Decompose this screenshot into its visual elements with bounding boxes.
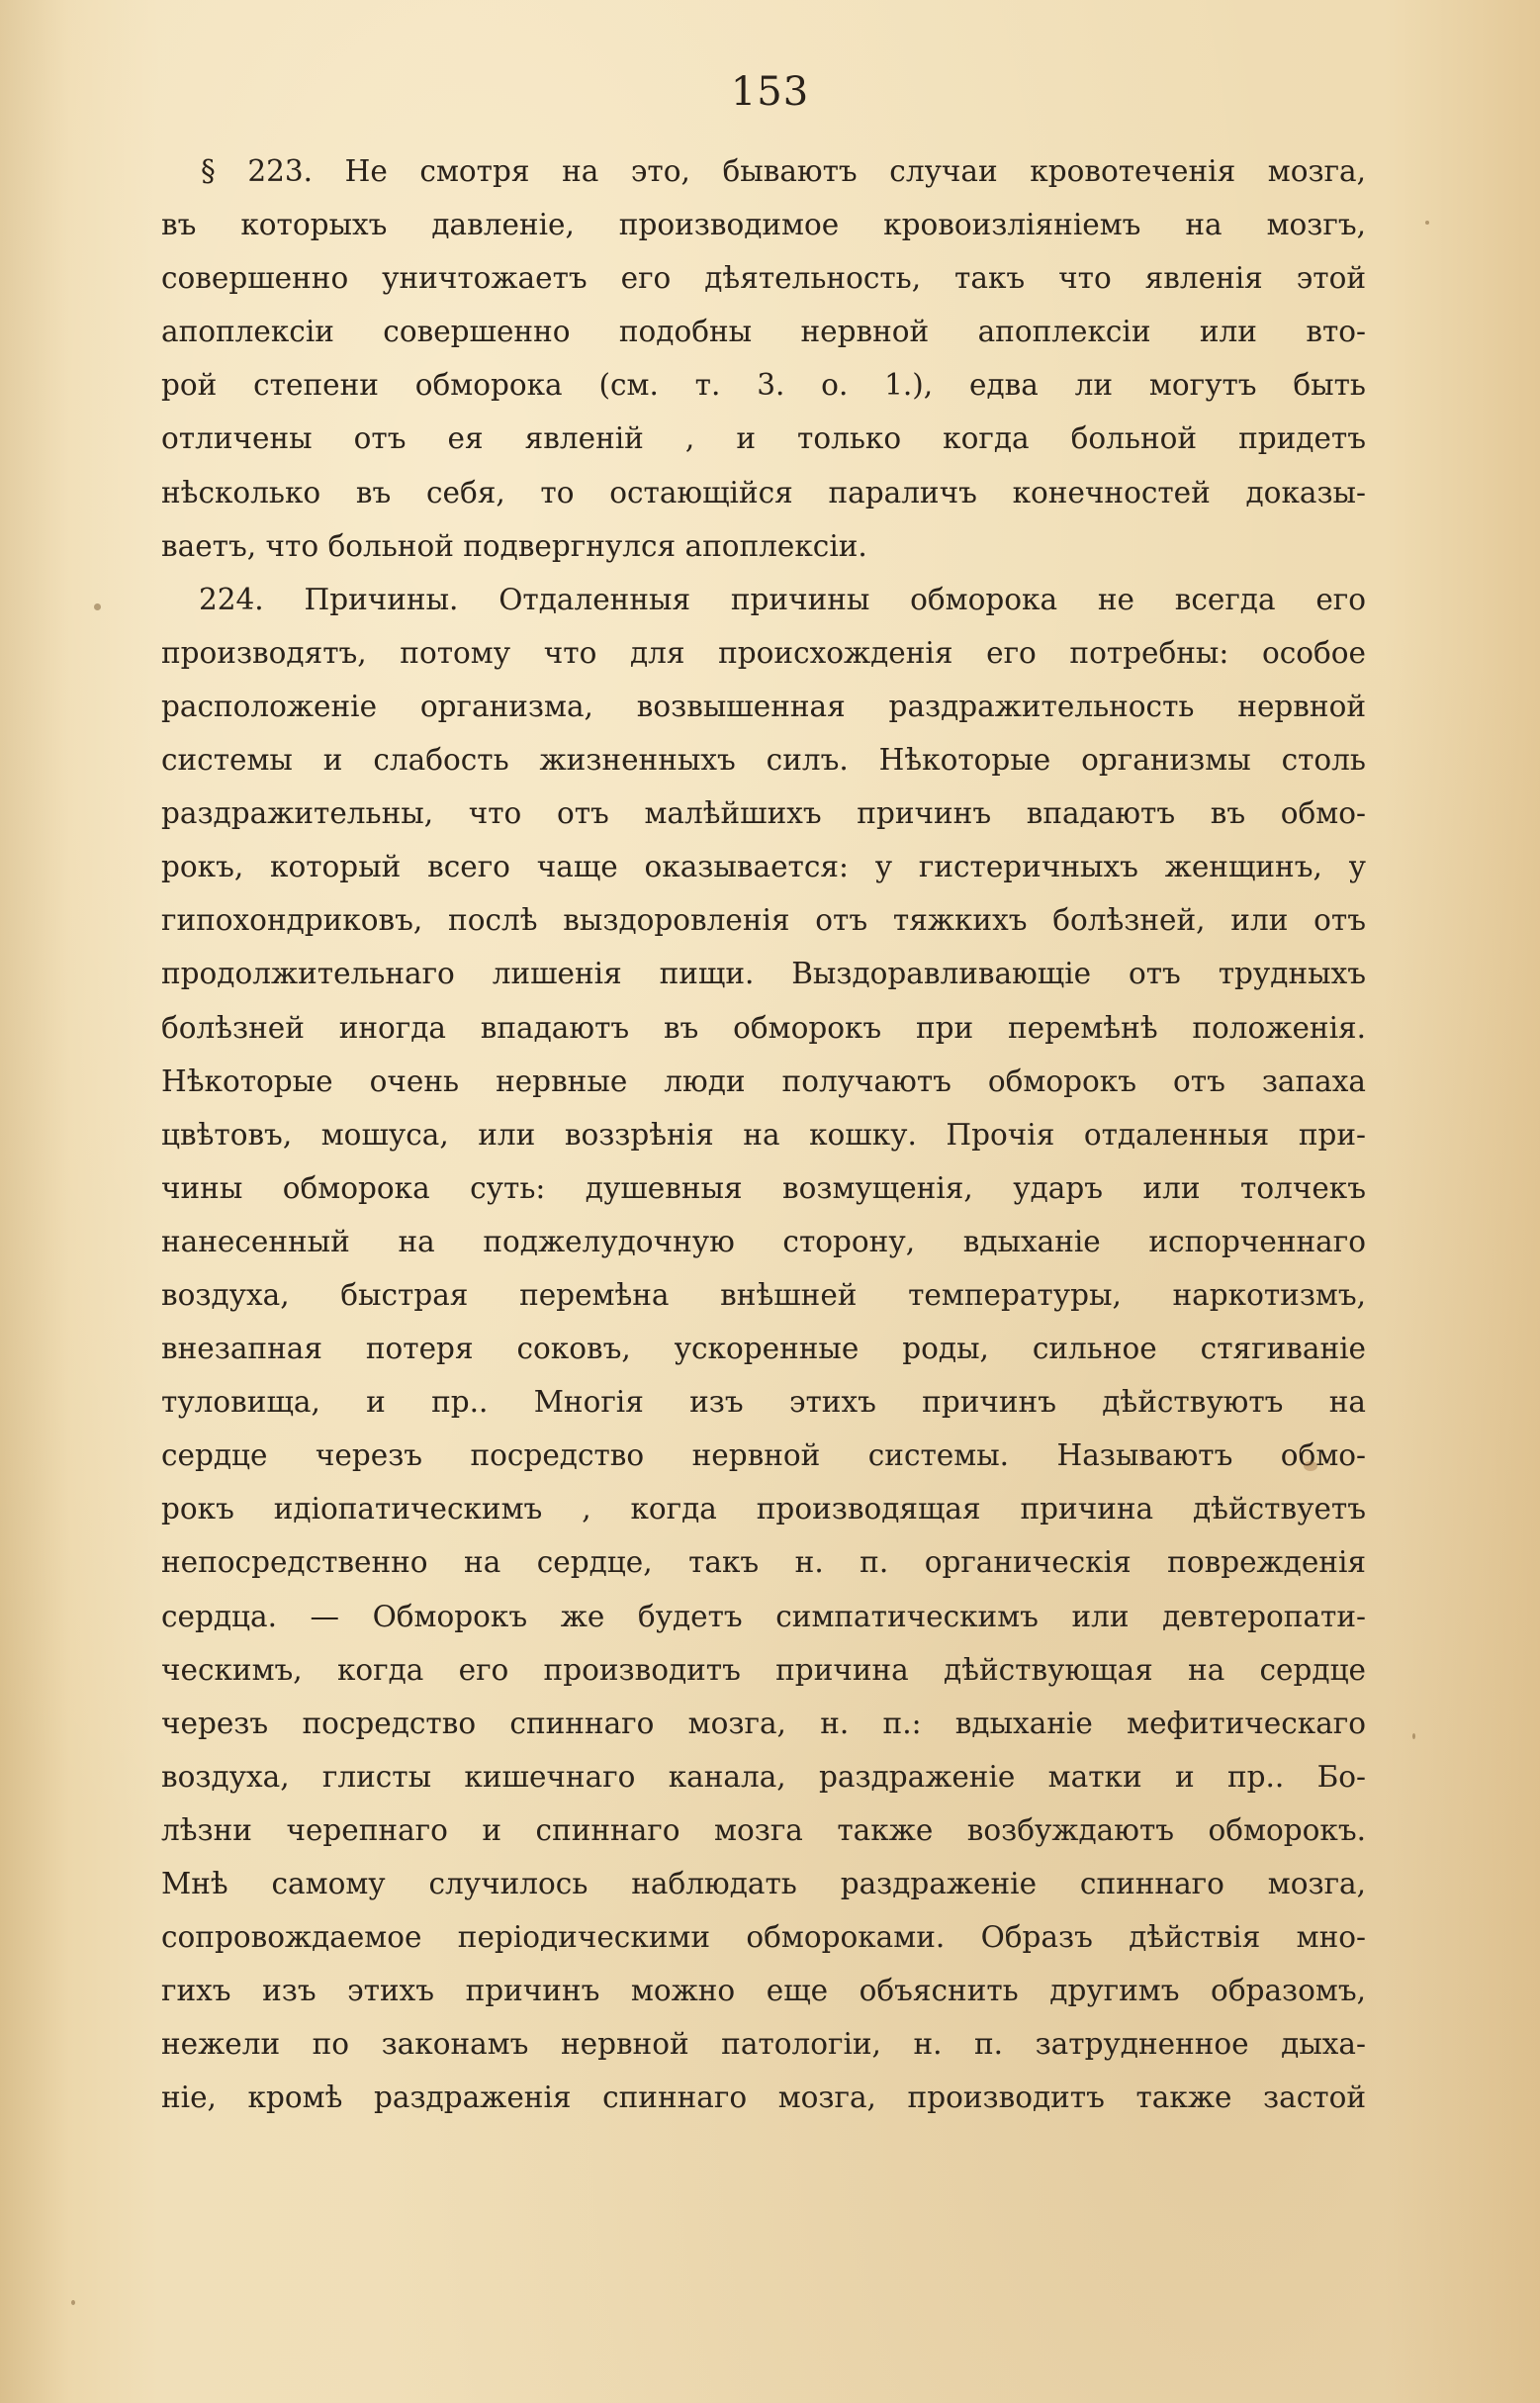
- text-line: рокъ идіопатическимъ , когда производящая причина дѣйствуетъ: [161, 1492, 1366, 1526]
- text-line: нѣсколько въ себя, то остающійся параличъ конечностей доказы-: [161, 475, 1366, 509]
- text-line: туловища, и пр.. Многія изъ этихъ причинъ дѣйствуютъ на: [161, 1385, 1366, 1420]
- text-line: сопровождаемое періодическими обмороками. Образъ дѣйствія мно-: [161, 1920, 1366, 1955]
- text-line: нанесенный на поджелудочную сторону, вдыханіе испорченнаго: [161, 1224, 1366, 1258]
- text-line: воздуха, быстрая перемѣна внѣшней температуры, наркотизмъ,: [161, 1277, 1366, 1312]
- page-number: 153: [730, 69, 810, 115]
- text-line: Нѣкоторые очень нервные люди получаютъ обморокъ отъ запаха: [161, 1063, 1366, 1098]
- text-line: ваетъ, что больной подвергнулся апоплексіи.: [161, 528, 867, 563]
- text-line: цвѣтовъ, мошуса, или воззрѣнія на кошку. Прочія отдаленныя при-: [161, 1117, 1366, 1152]
- text-line: рокъ, который всего чаще оказывается: у гистеричныхъ женщинъ, у: [161, 850, 1366, 884]
- text-line: непосредственно на сердце, такъ н. п. органическія поврежденія: [161, 1545, 1366, 1580]
- text-line: рой степени обморока (см. т. 3. о. 1.), едва ли могутъ быть: [161, 368, 1366, 403]
- text-line: апоплексіи совершенно подобны нервной апоплексіи или вто-: [161, 315, 1366, 349]
- text-line: раздражительны, что отъ малѣйшихъ причинъ впадаютъ въ обмо-: [161, 796, 1366, 831]
- text-line: нежели по законамъ нервной патологіи, н. п. затрудненное дыха-: [161, 2027, 1366, 2062]
- text-line: Мнѣ самому случилось наблюдать раздраженіе спиннаго мозга,: [161, 1867, 1366, 1900]
- text-line: расположеніе организма, возвышенная раздражительность нервной: [161, 689, 1366, 723]
- text-line: въ которыхъ давленіе, производимое кровоизліяніемъ на мозгъ,: [161, 208, 1366, 242]
- text-line: лѣзни черепнаго и спиннаго мозга также возбуждаютъ обморокъ.: [161, 1812, 1366, 1847]
- text-line: чины обморока суть: душевныя возмущенія, ударъ или толчекъ: [161, 1170, 1366, 1205]
- text-line: § 223. Не смотря на это, бываютъ случаи кровотеченія мозга,: [201, 154, 1366, 188]
- text-line: системы и слабость жизненныхъ силъ. Нѣкоторые организмы столь: [161, 743, 1366, 778]
- text-line: сердца. — Обморокъ же будетъ симпатическимъ или девтеропати-: [161, 1599, 1366, 1633]
- text-line: сердце черезъ посредство нервной системы. Называютъ обмо-: [161, 1438, 1366, 1473]
- text-line: совершенно уничтожаетъ его дѣятельность, такъ что явленія этой: [161, 261, 1366, 296]
- ink-speck: [71, 2300, 75, 2305]
- body-text: [161, 144, 1366, 2124]
- text-line: гихъ изъ этихъ причинъ можно еще объяснить другимъ образомъ,: [161, 1974, 1366, 2008]
- text-line: отличены отъ ея явленій , и только когда больной придетъ: [161, 421, 1366, 456]
- ink-speck: [94, 603, 101, 610]
- text-line: внезапная потеря соковъ, ускоренные роды, сильное стягиваніе: [161, 1332, 1366, 1366]
- text-line: 224. Причины. Отдаленныя причины обморока не всегда его: [199, 582, 1366, 616]
- ink-speck: [1412, 1733, 1415, 1739]
- ink-speck: [1304, 1461, 1317, 1471]
- text-line: производятъ, потому что для происхожденія его потребны: особое: [161, 635, 1366, 670]
- text-line: болѣзней иногда впадаютъ въ обморокъ при перемѣнѣ положенія.: [161, 1010, 1366, 1045]
- text-line: черезъ посредство спиннаго мозга, н. п.: вдыханіе мефитическаго: [161, 1706, 1366, 1740]
- text-line: гипохондриковъ, послѣ выздоровленія отъ тяжкихъ болѣзней, или отъ: [161, 903, 1366, 938]
- text-line: ческимъ, когда его производитъ причина дѣйствующая на сердце: [161, 1652, 1366, 1687]
- text-line: ніе, кромѣ раздраженія спиннаго мозга, производитъ также застой: [161, 2080, 1366, 2115]
- ink-speck: [1425, 221, 1429, 225]
- text-line: продолжительнаго лишенія пищи. Выздоравливающіе отъ трудныхъ: [161, 957, 1366, 991]
- text-line: воздуха, глисты кишечнаго канала, раздраженіе матки и пр.. Бо-: [161, 1759, 1366, 1794]
